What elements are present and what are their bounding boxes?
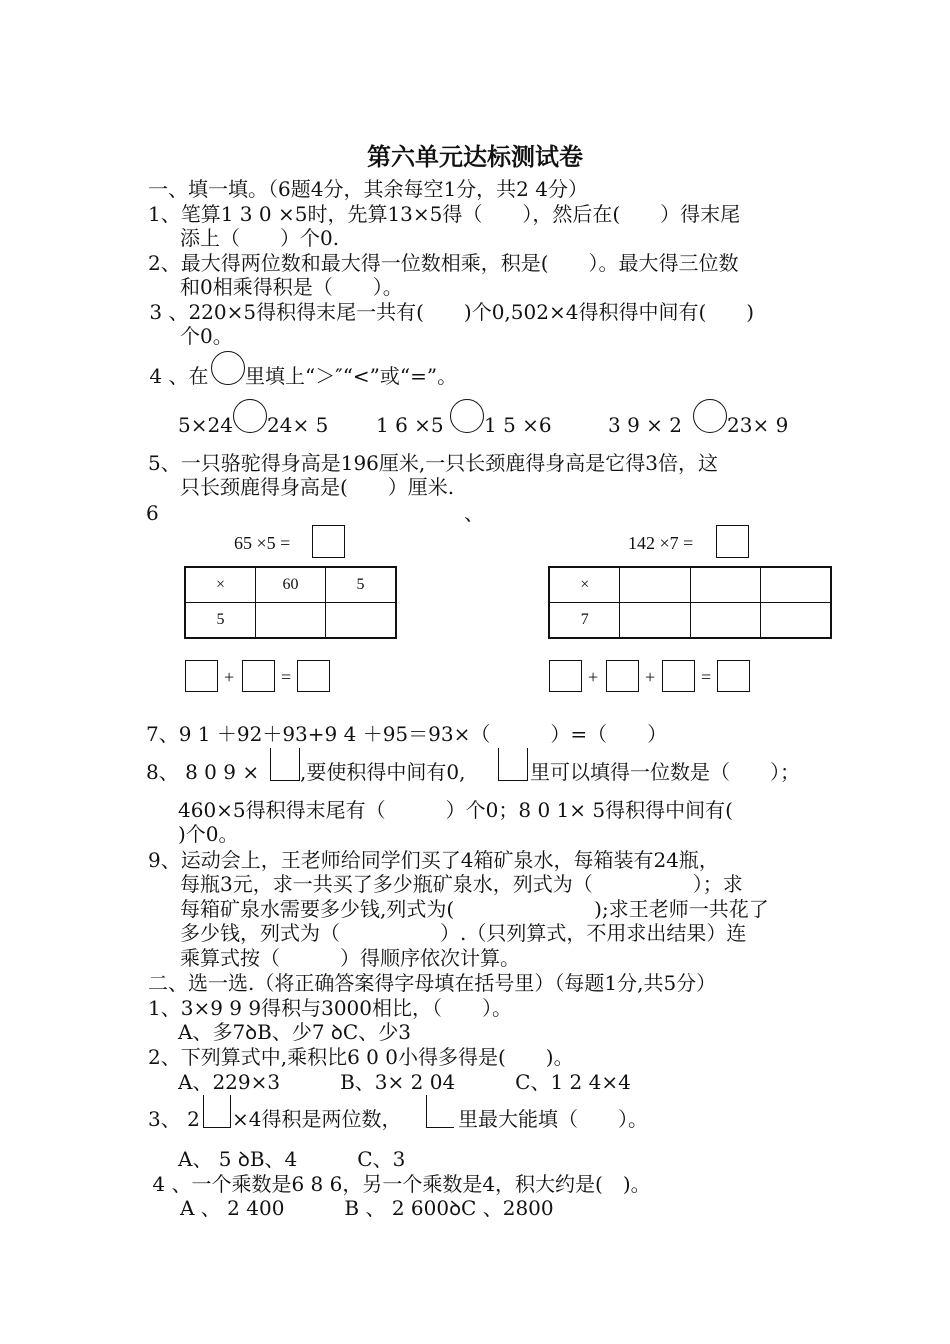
answer-box[interactable] [662, 660, 695, 692]
q4-item1-right: 24× 5 [267, 413, 329, 437]
q4-item2-left: 1 6 ×5 [376, 413, 444, 437]
grid-cell [620, 567, 690, 603]
digit-blank-box[interactable] [498, 748, 528, 781]
answer-box[interactable] [312, 525, 345, 558]
s2-q3-mid: ×4得积是两位数， [232, 1107, 402, 1131]
answer-box[interactable] [717, 660, 750, 692]
grid-cell: 7 [549, 603, 620, 639]
grid-cell-answer[interactable] [326, 603, 396, 639]
q8-mid: ,要使积得中间有0, [300, 760, 466, 784]
digit-blank-box[interactable] [203, 1095, 231, 1128]
answer-box[interactable] [549, 660, 582, 692]
answer-box[interactable] [185, 660, 218, 692]
plus-sign: + [224, 667, 235, 687]
grid-cell-answer[interactable] [620, 603, 690, 639]
grid-cell [760, 567, 831, 603]
multiplication-grid-right [548, 566, 832, 639]
compare-circle[interactable] [450, 399, 484, 433]
compare-circle[interactable] [693, 399, 727, 433]
q7-line: 7、9 1 ＋92＋93+9 4 ＋95＝93×（ ）=（ ） [146, 722, 668, 746]
equals-sign: = [701, 667, 712, 687]
q9-line2: 每瓶3元，求一共买了多少瓶矿泉水，列式为（ ）；求 [180, 872, 743, 896]
q6-left-expr: 65 ×5 = [234, 533, 291, 553]
q9-line4: 多少钱，列式为（ ）.（只列算式，不用求出结果）连 [180, 921, 747, 945]
q8-prefix: 8、 8 0 9 × [146, 760, 260, 784]
equals-sign: = [281, 667, 292, 687]
compare-circle[interactable] [233, 399, 267, 433]
q4-item3-right: 23× 9 [727, 413, 789, 437]
q6-number: 6 [146, 501, 159, 525]
s2-q3-prefix: 3、 2 [148, 1107, 200, 1131]
q6-dot: 、 [464, 501, 484, 525]
grid-cell: 5 [185, 603, 255, 639]
q4-suffix: 里填上“＞″“<”或“=”。 [245, 364, 458, 388]
grid-cell-answer[interactable] [760, 603, 831, 639]
q3-line2: 个0。 [180, 324, 233, 348]
grid-cell [690, 567, 760, 603]
s2-q4-options: A 、 2 400 B 、 2 600ꝺC 、2800 [180, 1196, 554, 1220]
answer-box[interactable] [716, 525, 749, 558]
q6-right-expr: 142 ×7 = [628, 533, 694, 553]
s2-q1-line1: 1、3×9 9 9得积与3000相比，（ ）。 [148, 996, 512, 1020]
page-title: 第六单元达标测试卷 [367, 142, 583, 171]
q5-line1: 5、一只骆驼得身高是196厘米,一只长颈鹿得身高是它得3倍，这 [148, 451, 718, 475]
grid-cell: × [185, 567, 255, 603]
digit-blank-box[interactable] [426, 1095, 454, 1128]
q4-prefix: 4 、在 [143, 364, 209, 388]
multiplication-grid-left [184, 566, 397, 639]
s2-q2-options: A、229×3 B、3× 2 04 C、1 2 4×4 [178, 1070, 631, 1094]
s2-q2-line1: 2、下列算式中,乘积比6 0 0小得多得是( )。 [148, 1045, 574, 1069]
section1-heading: 一、填一填。（6题4分，其余每空1分，共2 4分） [148, 177, 588, 201]
compare-circle[interactable] [211, 351, 245, 385]
plus-sign: + [588, 667, 599, 687]
q2-line2: 和0相乘得积是（ ）。 [180, 275, 403, 299]
grid-cell-answer[interactable] [690, 603, 760, 639]
q9-line5: 乘算式按（ ）得顺序依次计算。 [180, 946, 520, 970]
q5-line2: 只长颈鹿得身高是( ）厘米. [180, 475, 455, 499]
answer-box[interactable] [297, 660, 330, 692]
s2-q3-suffix: 里最大能填（ ）。 [458, 1107, 648, 1131]
grid-cell: 5 [326, 567, 396, 603]
grid-cell: × [549, 567, 620, 603]
q1-line1: 1、笔算1 3 0 ×5时，先算13×5得（ ），然后在( ）得末尾 [148, 202, 741, 226]
q8-suffix: 里可以填得一位数是（ ）； [530, 760, 800, 784]
section2-heading: 二、选一选.（将正确答案得字母填在括号里）（每题1分,共5分） [148, 971, 717, 995]
q1-line2: 添上（ ）个0. [180, 226, 340, 250]
plus-sign: + [645, 667, 656, 687]
q3-line1: 3 、220×5得积得末尾一共有( )个0,502×4得积得中间有( ) [143, 300, 755, 324]
q9-line3: 每箱矿泉水需要多少钱,列式为( );求王老师一共花了 [180, 897, 769, 921]
grid-cell: 60 [255, 567, 325, 603]
q8-line2: 460×5得积得末尾有（ ）个0；8 0 1× 5得积得中间有( [178, 798, 733, 822]
q4-item2-right: 1 5 ×6 [484, 413, 552, 437]
digit-blank-box[interactable] [270, 748, 300, 781]
answer-box[interactable] [606, 660, 639, 692]
answer-box[interactable] [242, 660, 275, 692]
s2-q4-line1: 4 、一个乘数是6 8 6，另一个乘数是4，积大约是( )。 [146, 1172, 651, 1196]
q2-line1: 2、最大得两位数和最大得一位数相乘，积是( ）。最大得三位数 [148, 251, 739, 275]
q4-item1-left: 5×24 [178, 413, 233, 437]
s2-q1-options: A、多7ꝺB、少7 ꝺC、少3 [178, 1020, 411, 1044]
q4-item3-left: 3 9 × 2 [608, 413, 683, 437]
s2-q3-options: A、 5 ꝺB、4 C、3 [178, 1147, 406, 1171]
q9-line1: 9、运动会上，王老师给同学们买了4箱矿泉水，每箱装有24瓶， [148, 848, 719, 872]
q8-line3: )个0。 [178, 822, 239, 846]
grid-cell-answer[interactable] [255, 603, 325, 639]
